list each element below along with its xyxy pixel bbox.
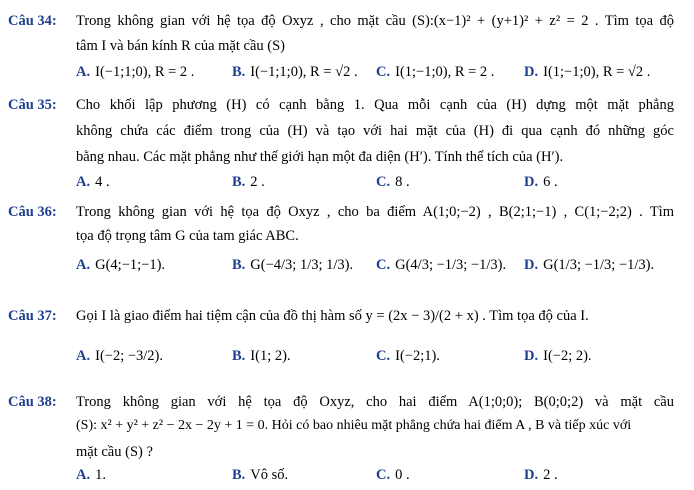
question-text-line: Cho khối lập phương (H) có cạnh bằng 1. Qua mỗi cạnh của (H) dựng một mặt phẳng	[76, 97, 674, 113]
option-a: A. 1.	[76, 467, 106, 483]
question-text-line: tọa độ trọng tâm G của tam giác ABC.	[76, 228, 299, 244]
question-label: Câu 34:	[8, 13, 57, 29]
option-b: B. Vô số.	[232, 467, 289, 483]
option-b: B. 2 .	[232, 174, 265, 190]
option-c: C. 8 .	[376, 174, 410, 190]
question-text-line: mặt cầu (S) ?	[76, 444, 153, 460]
option-d: D. G(1/3; −1/3; −1/3).	[524, 257, 655, 273]
option-b: B. I(1; 2).	[232, 348, 291, 364]
question-text-line: Trong không gian với hệ tọa độ Oxyz, cho hai điểm A(1;0;0); B(0;0;2) và mặt cầu	[76, 394, 674, 410]
question-text-line: tâm I và bán kính R của mặt cầu (S)	[76, 38, 285, 54]
option-c: C. I(−2;1).	[376, 348, 440, 364]
question-text-line: Trong không gian với hệ tọa độ Oxyz , cho ba điểm A(1;0;−2) , B(2;1;−1) , C(1;−2;2) . Tìm	[76, 204, 674, 220]
option-c: C. 0 .	[376, 467, 410, 483]
option-c: C. I(1;−1;0), R = 2 .	[376, 64, 495, 80]
question-text-line: bằng nhau. Các mặt phẳng như thế giới hạn một đa diện (H′). Tính thể tích của (H′).	[76, 149, 564, 165]
question-label: Câu 36:	[8, 204, 57, 220]
question-text-line: Trong không gian với hệ tọa độ Oxyz , cho mặt cầu (S):(x−1)² + (y+1)² + z² = 2 . Tìm tọa độ	[76, 13, 674, 29]
question-text-line: Gọi I là giao điểm hai tiệm cận của đồ thị hàm số y = (2x − 3)/(2 + x) . Tìm tọa độ của I.	[76, 308, 589, 324]
question-text-line: không chứa các điểm trong của (H) và tạo với hai mặt của (H) đi qua cạnh đó những góc	[76, 123, 674, 139]
option-d: D. 2 .	[524, 467, 558, 483]
option-a: A. I(−2; −3/2).	[76, 348, 164, 364]
option-d: D. 6 .	[524, 174, 558, 190]
option-d: D. I(1;−1;0), R = √2 .	[524, 64, 651, 80]
option-b: B. I(−1;1;0), R = √2 .	[232, 64, 358, 80]
option-d: D. I(−2; 2).	[524, 348, 592, 364]
question-label: Câu 38:	[8, 394, 57, 410]
option-b: B. G(−4/3; 1/3; 1/3).	[232, 257, 354, 273]
option-c: C. G(4/3; −1/3; −1/3).	[376, 257, 507, 273]
option-a: A. G(4;−1;−1).	[76, 257, 166, 273]
option-a: A. 4 .	[76, 174, 110, 190]
question-label: Câu 35:	[8, 97, 57, 113]
question-label: Câu 37:	[8, 308, 57, 324]
option-a: A. I(−1;1;0), R = 2 .	[76, 64, 195, 80]
question-text-line: (S): x² + y² + z² − 2x − 2y + 1 = 0. Hỏi có bao nhiêu mặt phẳng chứa hai điểm A , B và tiếp xúc với	[76, 418, 632, 433]
